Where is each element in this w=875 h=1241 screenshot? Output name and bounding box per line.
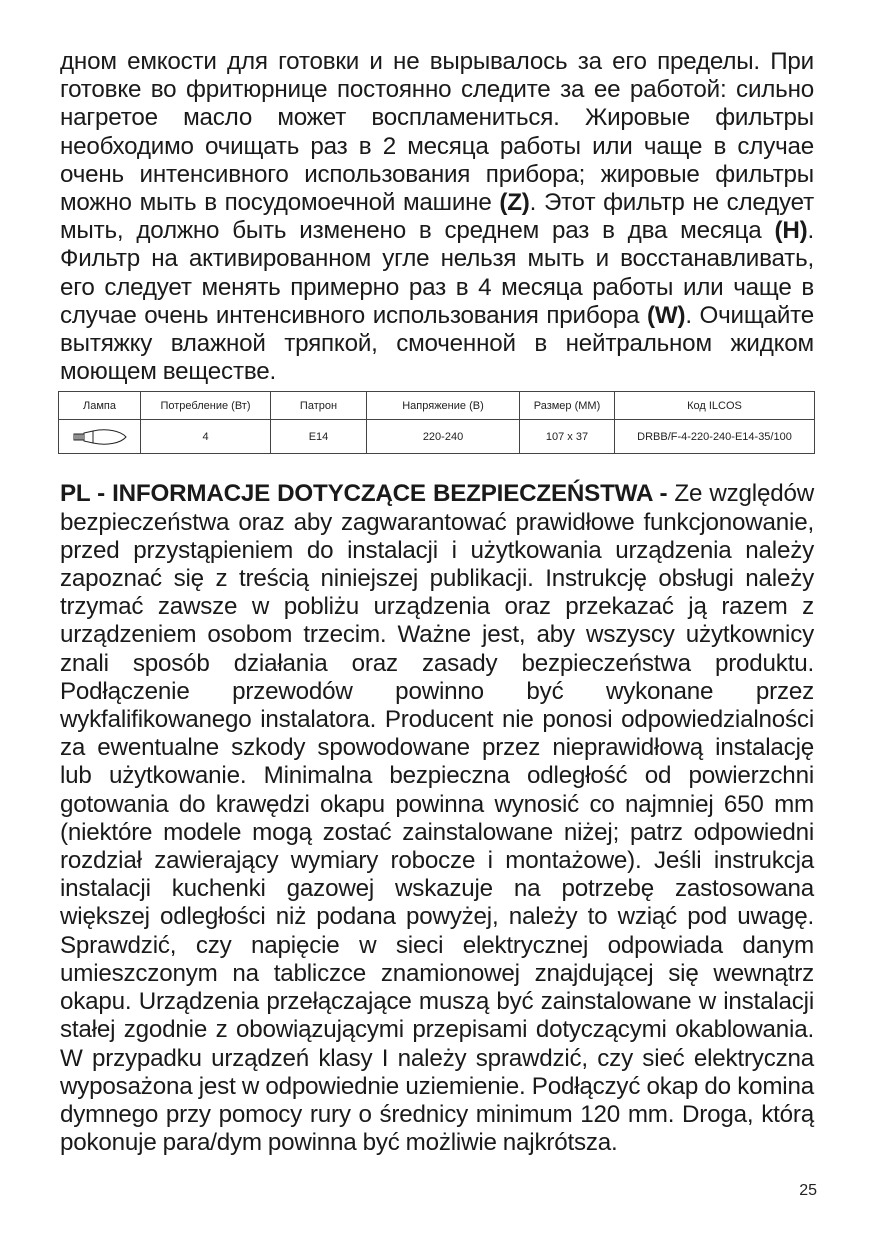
ru-text-part2: . Этот фильтр не следует мыть, должно быть изменено в среднем раз в два месяца [60,189,815,245]
ru-text-part1: дном емкости для готовки и не вырывалось за его пределы. При готовке во фритюрнице постоянно следите за ее работой: сильно нагретое масло может воспламениться. Жировые фильтры необходимо очищать раз в 2 месяца работы или чаще в случае очень интенсивного использования прибора; жировые фильтры можно мыть в посудомоечной машине [60,48,814,217]
ru-text-part4: . Очищайте вытяжку влажной тряпкой, смоченной в нейтральном жидком моющем веществе. [60,301,814,386]
cell-voltage: 220-240 [367,420,520,454]
pl-section-body: Ze względów bezpieczeństwa oraz aby zagwarantować prawidłowe funkcjonowanie, przed przystąpieniem do instalacji i użytkowania urządzenia należy zapoznać się z treścią niniejszej publikacji. Instrukcję obsługi należy trzymać zawsze w pobliżu urządzenia oraz przekazać ją razem z urządzeniem osobom trzecim. Ważne jest, aby wszyscy użytkownicy znali sposób działania oraz zasady bezpieczeństwa produktu. Podłączenie przewodów powinno być wykonane przez wykfalifikowanego instalatora. Producent nie ponosi odpowiedzialności za ewentualne szkody spowodowane przez nieprawidłową instalację lub użytkowanie. Minimalna bezpieczna odległość od powierzchni gotowania do krawędzi okapu powinna wynosić co najmniej 650 mm (niektóre modele mogą zostać zainstalowane niżej; patrz odpowiedni rozdział zawierający wymiary robocze i montażowe). Jeśli instrukcja instalacji kuchenki gazowej wskazuje na potrzebę zastosowana większej odległości niż podana powyżej, należy to wziąć pod uwagę. Sprawdzić, czy napięcie w sieci elektrycznej odpowiada danym umieszczonym na tabliczce znamionowej znajdującej się wewnątrz okapu. Urządzenia przełączające muszą być zainstalowane w instalacji stałej zgodnie z obowiązującymi przepisami dotyczącymi okablowania. W przypadku urządzeń klasy I należy sprawdzić, czy sieć elektryczna wyposażona jest w odpowiednie uziemienie. Podłączyć okap do komina dymnego przy pomocy rury o średnicy minimum 120 mm. Droga, którą pokonuje para/dym powinna być możliwie najkrótsza. [60,480,814,1157]
header-lamp: Лампа [59,392,141,420]
manual-page [60,48,814,1157]
cell-lamp [59,420,141,454]
ru-text-part3: . Фильтр на активированном угле нельзя мыть и восстанавливать, его следует менять примерно раз в 4 месяца работы или чаще в случае очень интенсивного использования прибора [60,217,814,329]
cell-size: 107 x 37 [520,420,615,454]
header-power: Потребление (Вт) [141,392,271,420]
cell-ilcos: DRBB/F-4-220-240-E14-35/100 [615,420,815,454]
header-ilcos: Код ILCOS [615,392,815,420]
filter-code-z: (Z) [499,189,530,217]
filter-code-h: (H) [774,217,808,245]
ru-cleaning-paragraph [60,48,814,386]
header-socket: Патрон [271,392,367,420]
header-size: Размер (MM) [520,392,615,420]
page-number: 25 [799,1182,817,1199]
header-voltage: Напряжение (В) [367,392,520,420]
cell-socket: E14 [271,420,367,454]
cell-power: 4 [141,420,271,454]
filter-code-w: (W) [646,301,686,329]
table-row [59,420,815,454]
pl-section-heading: PL - INFORMACJE DOTYCZĄCE BEZPIECZEŃSTWA - [60,480,668,508]
lamp-spec-table [58,391,815,454]
pl-safety-paragraph [60,480,814,1157]
table-header-row [59,392,815,420]
candle-bulb-icon [71,426,129,448]
